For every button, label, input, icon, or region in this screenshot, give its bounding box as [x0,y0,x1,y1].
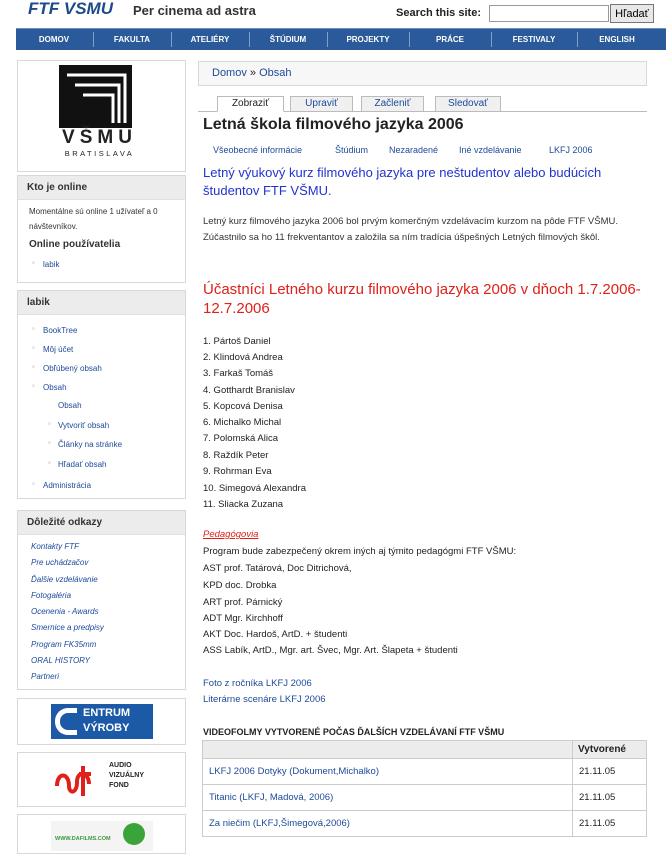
term-studium[interactable]: Štúdium [335,145,369,155]
link-ocenenia[interactable]: Ocenenia - Awards [31,607,99,617]
nav-item-prace[interactable]: PRÁCE [435,35,464,44]
audiovizualny-fond-banner[interactable] [51,760,153,800]
video-section-heading: VIDEOFOLMY VYTVORENÉ POČAS ĎALŠÍCH VZDELÁVANÍ FTF VŠMU [203,727,505,737]
block-title: Kto je online [18,176,185,200]
dafilms-logo-icon [123,823,145,845]
nav-item-projekty[interactable]: PROJEKTY [346,35,390,44]
nav-item-studium[interactable]: ŠTÚDIUM [269,35,307,44]
menu-item-moj-ucet[interactable]: Môj účet [43,345,74,354]
bullet-icon: ◦ [48,458,51,467]
bullet-icon: ◦ [32,362,35,371]
menu-item-obsah[interactable]: Obsah [43,383,67,392]
centrum-vyroby-banner[interactable] [51,704,153,739]
tab-zobrazit[interactable]: Zobraziť [217,96,284,112]
table-row [203,785,647,811]
lead-text: Letný výukový kurz filmového jazyka pre neštudentov alebo budúcich študentov FTF VŠMU. [203,165,602,198]
partner-banner-block [17,698,186,745]
pedagogy-line: ADT Mgr. Kirchhoff [203,613,283,624]
menu-item-booktree[interactable]: BookTree [43,326,78,335]
participant-item: 4. Gotthardt Branislav [203,385,295,396]
site-name[interactable]: FTF VSMU [28,0,113,18]
video-link[interactable]: LKFJ 2006 Dotyky (Dokument,Michalko) [209,766,380,777]
banner-line: VÝROBY [83,722,130,734]
breadcrumb-home[interactable]: Domov [212,67,247,79]
link-smernice[interactable]: Smernice a predpisy [31,623,104,633]
bullet-icon: ◦ [32,258,35,267]
video-date: 21.11.05 [573,785,647,811]
video-table [202,740,647,837]
online-block [17,175,186,283]
nav-item-english[interactable]: ENGLISH [599,35,635,44]
bullet-icon: ◦ [32,324,35,333]
nav-item-domov[interactable]: DOMOV [38,35,70,44]
video-date: 21.11.05 [573,811,647,837]
table-row [203,759,647,785]
dafilms-banner[interactable] [51,821,153,851]
banner-line: VIZUÁLNY [109,772,144,779]
pedagogy-line: ART prof. Párnický [203,597,283,608]
pedagogy-heading: Pedagógovia [203,529,259,540]
participant-item: 10. Simegová Alexandra [203,483,306,494]
link-fotogaleria[interactable]: Fotogaléria [31,590,72,600]
bullet-icon: ◦ [32,343,35,352]
link-oral-history[interactable]: ORAL HISTORY [31,656,90,666]
pedagogy-line: AST prof. Tatárová, Doc Ditrichová, [203,563,352,574]
nav-item-ateliery[interactable]: ATELIÉRY [190,35,230,44]
link-program-fk35mm[interactable]: Program FK35mm [31,639,97,649]
tab-zaclenit[interactable]: Začleniť [361,96,424,112]
term-lkfj-2006[interactable]: LKFJ 2006 [549,145,593,155]
pedagogy-line: ASS Labík, ArtD., Mgr. art. Švec, Mgr. Art. Šlapeta + študenti [203,645,458,656]
participants-heading: Účastníci Letného kurzu filmového jazyka 2006 v dňoch 1.7.2006-12.7.2006 [203,281,641,317]
logo-block [17,60,186,172]
block-title: labik [18,291,185,315]
breadcrumb-current[interactable]: Obsah [259,67,292,79]
breadcrumb [198,61,647,86]
menu-item-clanky-na-stranke[interactable]: Články na stránke [58,440,123,449]
search-button[interactable]: Hľadať [610,4,654,23]
search-label: Search this site: [396,7,481,19]
link-kontakty-ftf[interactable]: Kontakty FTF [31,542,80,551]
pedagogy-line: Program bude zabezpečený okrem iných aj týmito pedagógmi FTF VŠMU: [203,546,517,557]
term-ine-vzdelavanie[interactable]: Iné vzdelávanie [459,145,522,155]
dafilms-url: WWW.DAFILMS.COM [55,836,111,842]
partner-banner-block [17,752,186,807]
participant-item: 11. Sliacka Zuzana [203,499,284,510]
menu-item-hladat-obsah[interactable]: Hľadať obsah [58,460,107,469]
bullet-icon: ◦ [32,479,35,488]
logo-wordmark: VŠMU [62,127,137,148]
tab-sledovat[interactable]: Sledovať [435,96,501,112]
bullet-icon: ◦ [48,419,51,428]
link-foto-lkfj[interactable]: Foto z ročníka LKFJ 2006 [203,678,312,689]
participant-item: 5. Kopcová Denisa [203,401,283,412]
link-pre-uchadzacov[interactable]: Pre uchádzačov [31,558,89,568]
online-users-title: Online používatelia [29,239,121,250]
block-title: Dôležité odkazy [18,511,185,535]
page-title: Letná škola filmového jazyka 2006 [203,116,464,133]
site-header [0,0,666,27]
nav-item-festivaly[interactable]: FESTIVALY [512,35,556,44]
user-menu-block [17,290,186,499]
logo-city: BRATISLAVA [64,149,135,158]
video-link[interactable]: Titanic (LKFJ, Madová, 2006) [209,792,334,803]
banner-line: ENTRUM [83,707,131,719]
participant-item: 1. Pártoš Daniel [203,336,271,347]
video-link[interactable]: Za niečim (LKFJ,Šimegová,2006) [209,818,350,829]
bullet-icon: ◦ [48,438,51,447]
participant-item: 6. Michalko Michal [203,417,282,428]
link-literarne-scenare[interactable]: Literárne scenáre LKFJ 2006 [203,694,326,705]
partner-banner-block [17,814,186,854]
video-date: 21.11.05 [573,759,647,785]
site-slogan: Per cinema ad astra [133,3,256,18]
column-header-title [203,741,573,759]
avf-logo-icon [53,760,97,800]
pedagogy-line: AKT Doc. Hardoš, ArtD. + študenti [203,629,348,640]
online-status-text: Momentálne sú online 1 užívateľ a 0 návštevníkov. [29,207,158,231]
participant-item: 8. Raždík Peter [203,450,269,461]
table-row [203,811,647,837]
centrum-vyroby-logo-icon [55,708,77,735]
vsmu-logo-icon [59,65,132,128]
online-user-link[interactable]: labik [43,260,60,269]
link-partneri[interactable]: Partneri [31,672,60,682]
menu-item-obsah-sub[interactable]: Obsah [58,401,82,410]
menu-item-administracia[interactable]: Administrácia [43,481,92,490]
breadcrumb-separator: » [249,67,257,79]
primary-nav [16,28,666,50]
nav-item-fakulta[interactable]: FAKULTA [113,35,151,44]
search-input[interactable] [489,5,609,22]
term-vseobecne-informacie[interactable]: Všeobecné informácie [213,145,303,155]
term-nezaradene[interactable]: Nezaradené [389,145,439,155]
participant-item: 2. Klindová Andrea [203,352,283,363]
pedagogy-line: KPD doc. Drobka [203,580,277,591]
menu-item-oblubeny-obsah[interactable]: Obľúbený obsah [43,364,102,373]
important-links-block [17,510,186,690]
link-dalsie-vzdelavanie[interactable]: Ďalšie vzdelávanie [31,574,98,584]
column-header-date[interactable]: Vytvorené [573,741,647,759]
tab-upravit[interactable]: Upraviť [290,96,353,112]
banner-line: AUDIO [109,762,132,769]
participant-item: 7. Polomská Alica [203,433,278,444]
intro-paragraph: Letný kurz filmového jazyka 2006 bol prvým komerčným vzdelávacím kurzom na pôde FTF VŠMU. Zúčastnilo sa ho 11 frekventantov a založila sa ním tradícia úšpešných Letných filmových škôl. [203,216,618,243]
table-header-row [203,741,647,759]
participant-item: 9. Rohrman Eva [203,466,272,477]
expanded-bullet-icon: ◦ [32,381,35,390]
participant-item: 3. Farkaš Tomáš [203,368,274,379]
banner-line: FOND [109,782,129,789]
menu-item-vytvorit-obsah[interactable]: Vytvoriť obsah [58,421,110,430]
